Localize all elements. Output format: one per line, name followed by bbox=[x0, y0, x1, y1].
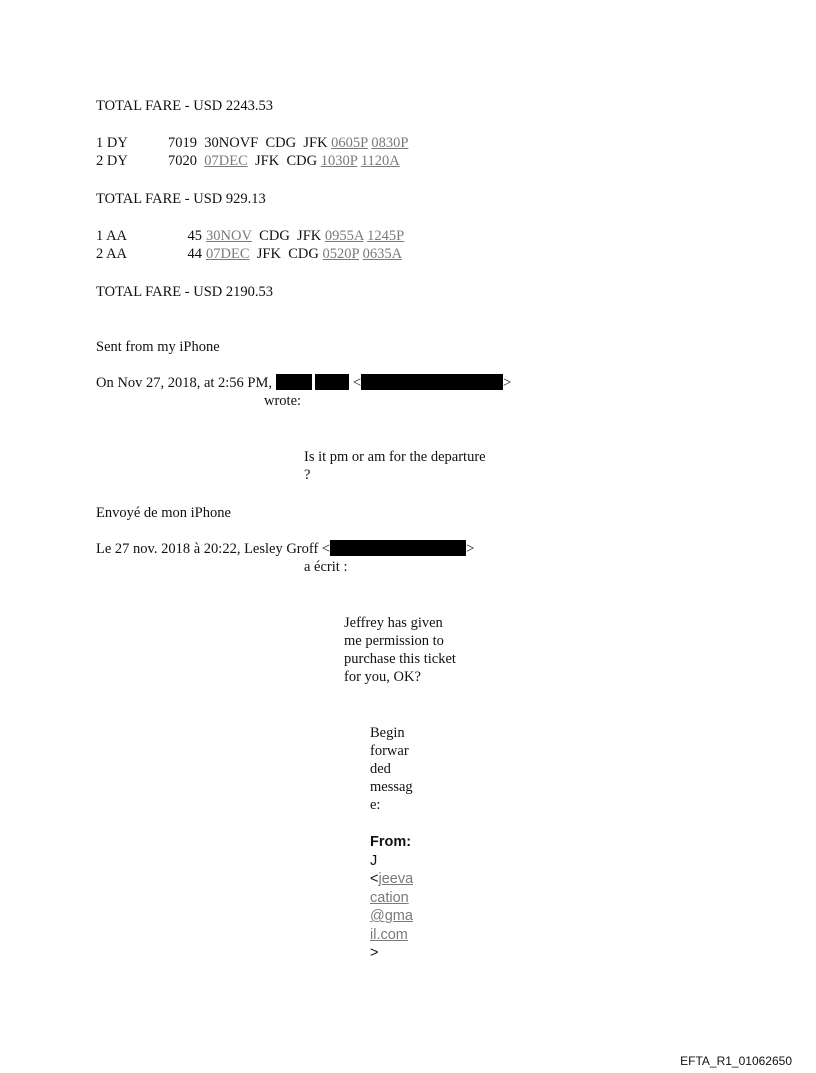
redaction-block bbox=[330, 540, 466, 556]
question-line-1: Is it pm or am for the departure bbox=[304, 449, 486, 465]
sent-from-iphone: Sent from my iPhone bbox=[96, 339, 220, 355]
from-name: J bbox=[370, 852, 378, 869]
arrival-time-link[interactable]: 0830P bbox=[371, 135, 409, 151]
reply-wrote: wrote: bbox=[264, 393, 302, 409]
fare-total-2: TOTAL FARE - USD 929.13 bbox=[96, 191, 266, 207]
flight-number: 7019 bbox=[168, 135, 197, 151]
segment-airline: 2 DY bbox=[96, 153, 128, 169]
fare-total-3: TOTAL FARE - USD 2190.53 bbox=[96, 284, 274, 300]
email-link[interactable]: @gma bbox=[370, 908, 413, 924]
segment-airline: 1 AA bbox=[96, 228, 128, 244]
reply-ecrit: a écrit : bbox=[304, 559, 348, 575]
fare-row-2-1: 1 AA 45 30NOV CDG JFK 0955A 1245P bbox=[96, 228, 405, 244]
flight-date-link[interactable]: 07DEC bbox=[206, 246, 250, 262]
redaction-block bbox=[276, 374, 312, 390]
email-link[interactable]: il.com bbox=[370, 926, 408, 943]
email-link[interactable]: cation bbox=[370, 889, 409, 906]
redaction-block bbox=[315, 374, 349, 390]
flight-number: 7020 bbox=[168, 153, 197, 169]
flight-date-link[interactable]: 30NOV bbox=[206, 228, 252, 244]
flight-number: 45 bbox=[187, 228, 202, 244]
from-label: From: bbox=[370, 834, 412, 850]
departure-time-link[interactable]: 0955A bbox=[324, 228, 364, 244]
arrival-time-link[interactable]: 1245P bbox=[367, 228, 405, 244]
fare-row-2-2: 2 AA 44 07DEC JFK CDG 0520P 0635A bbox=[96, 246, 403, 262]
segment-airline: 1 DY bbox=[96, 135, 128, 151]
departure-time-link[interactable]: 0520P bbox=[322, 246, 359, 262]
fare-row-1-2: 2 DY 7020 07DEC JFK CDG 1030P 1120A bbox=[96, 153, 400, 169]
departure-time-link[interactable]: 1030P bbox=[320, 153, 358, 169]
segment-airline: 2 AA bbox=[96, 246, 128, 262]
permission-message: Jeffrey has given me permission to purchase this ticket for you, OK? bbox=[344, 615, 456, 685]
email-link[interactable]: jeeva bbox=[378, 871, 414, 887]
flight-date-link[interactable]: 07DEC bbox=[204, 153, 248, 169]
fare-total-1: TOTAL FARE - USD 2243.53 bbox=[96, 98, 274, 114]
question-line-2: ? bbox=[304, 467, 311, 483]
reply-header-2: Le 27 nov. 2018 à 20:22, Lesley Groff < > bbox=[96, 541, 475, 557]
departure-time-link[interactable]: 0605P bbox=[331, 135, 368, 151]
reply-header-1: On Nov 27, 2018, at 2:56 PM, < > bbox=[96, 375, 512, 391]
flight-number: 44 bbox=[187, 246, 202, 262]
envoye-iphone: Envoyé de mon iPhone bbox=[96, 505, 231, 521]
arrival-time-link[interactable]: 0635A bbox=[362, 246, 403, 262]
from-block: From: J <jeeva cation @gma il.com > bbox=[370, 834, 414, 961]
arrival-time-link[interactable]: 1120A bbox=[360, 153, 400, 169]
fare-row-1-1: 1 DY 7019 30NOVF CDG JFK 0605P 0830P bbox=[96, 135, 409, 151]
flight-date: 30NOVF bbox=[204, 135, 259, 151]
document-id: EFTA_R1_01062650 bbox=[680, 1054, 792, 1068]
redaction-block bbox=[361, 374, 503, 390]
forwarded-label: Begin forwar ded messag e: bbox=[370, 725, 413, 813]
